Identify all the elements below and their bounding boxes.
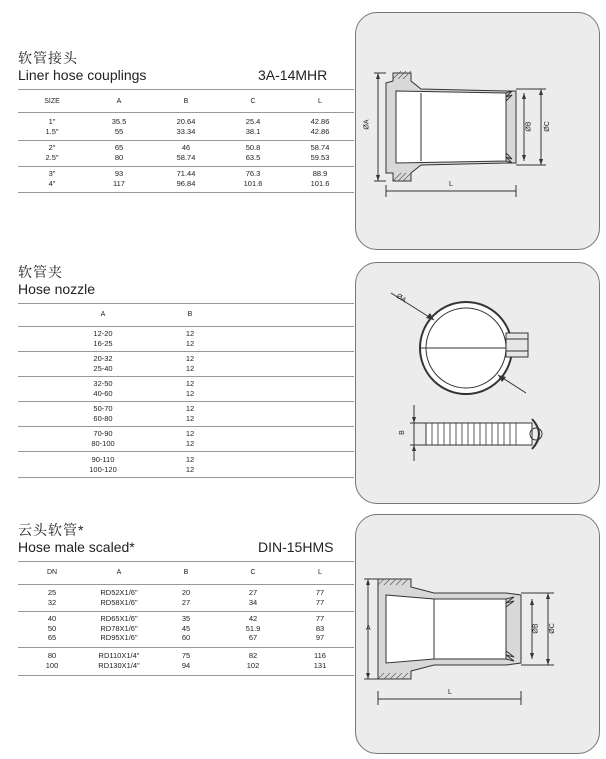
cell: RD110X1/4" RD130X1/4": [98, 651, 140, 670]
cell: 12 12: [185, 329, 195, 348]
col-header: B: [187, 311, 193, 318]
table-rule: [18, 675, 354, 676]
cell: 12 12: [185, 379, 195, 398]
table-rule: [18, 451, 354, 452]
table-rule: [18, 303, 354, 304]
col-header: A: [100, 311, 106, 318]
table-rule: [18, 477, 354, 478]
cell: 35.5 55: [111, 117, 127, 136]
section-title-en: Liner hose couplings: [18, 67, 147, 83]
hose-clamp-diagram: [356, 263, 599, 503]
cell: 27 34: [248, 588, 258, 607]
cell: 75 94: [181, 651, 191, 670]
cell: 12 12: [185, 404, 195, 423]
col-header: C: [250, 98, 256, 105]
dim-label-a: ØA: [394, 292, 408, 305]
dim-label-c: ØC: [548, 623, 556, 634]
cell: 90-110 100-120: [89, 455, 117, 474]
table-rule: [18, 112, 354, 113]
hose-clamp-diagram-panel: [355, 262, 600, 504]
cell: 116 131: [313, 651, 327, 670]
cell: 2" 2.5": [45, 143, 59, 162]
col-header: SIZE: [44, 98, 60, 105]
col-header: B: [183, 569, 189, 576]
coupling-diagram-panel: [355, 12, 600, 250]
col-header: C: [250, 569, 256, 576]
cell: 40 50 65: [47, 614, 57, 642]
dim-label-c: ØC: [543, 121, 551, 132]
cell: 25.4 38.1: [245, 117, 261, 136]
cell: 12 12: [185, 429, 195, 448]
product-code: DIN-15HMS: [258, 539, 334, 555]
section-title-en: Hose nozzle: [18, 281, 96, 297]
cell: 20-32 25-40: [93, 354, 113, 373]
section-title-cn: 软管接头: [18, 50, 78, 66]
cell: 88.9 101.6: [310, 169, 330, 188]
cell: 42 51.9 67: [245, 614, 261, 642]
cell: 42.86 42.86: [310, 117, 330, 136]
table-rule: [18, 376, 354, 377]
coupling-diagram: [356, 13, 599, 249]
cell: 80 100: [45, 651, 59, 670]
dim-label-a: A: [366, 625, 371, 632]
table-rule: [18, 166, 354, 167]
cell: 12-20 16-25: [93, 329, 113, 348]
col-header: A: [116, 98, 122, 105]
cell: 3" 4": [48, 169, 56, 188]
dim-label-l: L: [448, 689, 452, 696]
table-rule: [18, 611, 354, 612]
cell: 1" 1.5": [45, 117, 59, 136]
product-code: 3A-14MHR: [258, 67, 328, 83]
male-scaled-diagram: [356, 515, 599, 753]
section-title-cn: 软管夹: [18, 264, 63, 280]
col-header: L: [318, 569, 322, 576]
dim-label-b: ØB: [532, 623, 540, 634]
section-title-en: Hose male scaled*: [18, 539, 135, 555]
table-rule: [18, 426, 354, 427]
cell: RD65X1/6" RD78X1/6" RD95X1/6": [100, 614, 138, 642]
cell: 77 83 97: [315, 614, 325, 642]
cell: 50.8 63.5: [245, 143, 261, 162]
cell: 76.3 101.6: [243, 169, 263, 188]
dim-label-l: L: [449, 181, 453, 188]
cell: 25 32: [47, 588, 57, 607]
cell: 65 80: [114, 143, 124, 162]
dim-label-b: B: [398, 430, 406, 435]
table-rule: [18, 561, 354, 562]
table-rule: [18, 351, 354, 352]
cell: 20 27: [181, 588, 191, 607]
section-title-cn: 云头软管*: [18, 522, 85, 538]
col-header: A: [116, 569, 122, 576]
cell: 82 102: [246, 651, 260, 670]
cell: 20.64 33.34: [176, 117, 196, 136]
cell: 58.74 59.53: [310, 143, 330, 162]
cell: 93 117: [113, 169, 125, 188]
col-header: B: [183, 98, 189, 105]
table-rule: [18, 584, 354, 585]
table-rule: [18, 401, 354, 402]
male-scaled-diagram-panel: [355, 514, 600, 754]
col-header: DN: [46, 569, 58, 576]
cell: RD52X1/6" RD58X1/6": [100, 588, 138, 607]
cell: 77 77: [315, 588, 325, 607]
cell: 35 45 60: [181, 614, 191, 642]
cell: 71.44 96.84: [176, 169, 196, 188]
cell: 70-90 80-100: [91, 429, 115, 448]
cell: 12 12: [185, 354, 195, 373]
table-rule: [18, 647, 354, 648]
cell: 32-50 40-60: [93, 379, 113, 398]
table-rule: [18, 192, 354, 193]
table-rule: [18, 140, 354, 141]
dim-label-b: ØB: [525, 121, 533, 132]
dim-label-a: ØA: [363, 119, 371, 130]
cell: 46 58.74: [176, 143, 196, 162]
col-header: L: [318, 98, 322, 105]
cell: 12 12: [185, 455, 195, 474]
table-rule: [18, 326, 354, 327]
cell: 50-70 60-80: [93, 404, 113, 423]
table-rule: [18, 89, 354, 90]
